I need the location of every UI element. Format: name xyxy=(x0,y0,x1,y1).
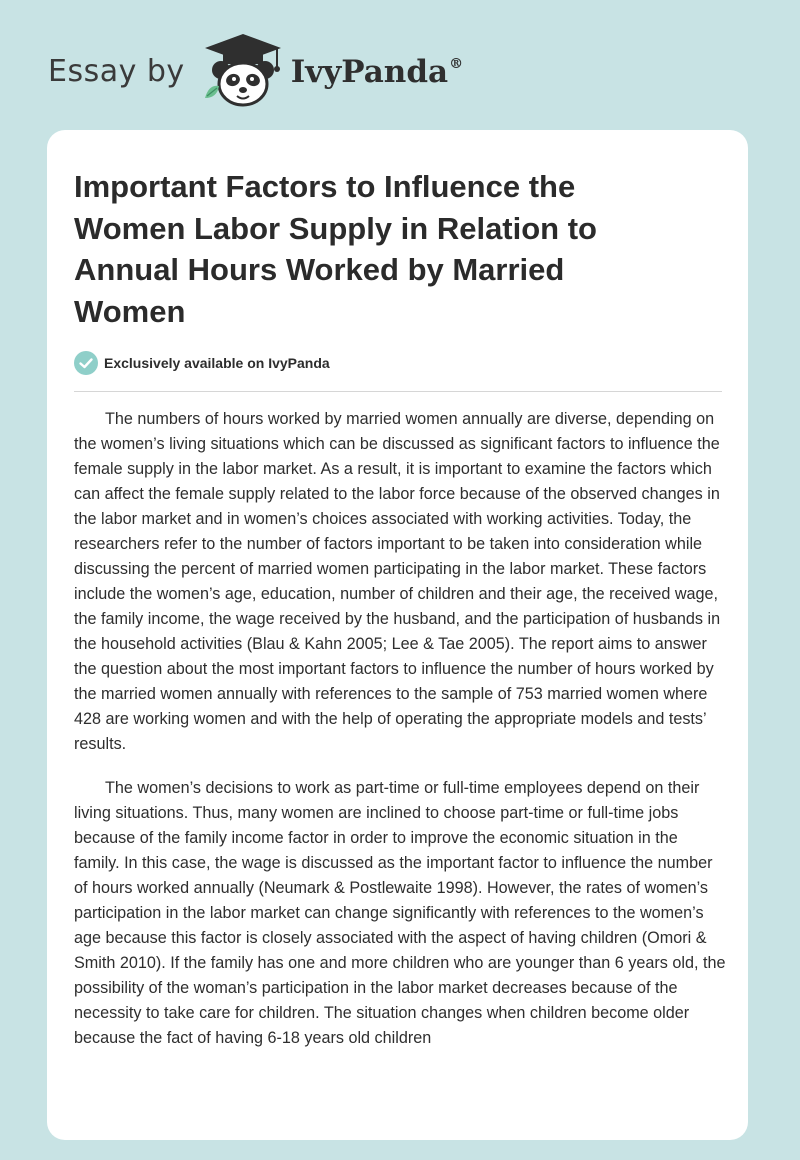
essay-paragraph: The numbers of hours worked by married women annually are diverse, depending on the women’s living situations which can be discussed as significant factors to influence the female supply in the labor market. As a result, it is important to examine the factors which can affect the female supply related to the labor force because of the observed changes in the labor market and in women’s choices associated with working activities. Today, the researchers refer to the number of factors important to be taken into consideration while discussing the percent of married women participating in the labor market. These factors include the women’s age, education, number of children and their age, the received wage, the family income, the wage received by the husband, and the participation of husbands in the household activities (Blau & Kahn 2005; Lee & Tae 2005). The report aims to answer the question about the most important factors to influence the number of hours worked by the married women annually with references to the sample of 753 married women where 428 are working women and with the help of operating the appropriate models and tests’ results. xyxy=(74,410,721,753)
site-header xyxy=(48,28,463,108)
registered-mark: ® xyxy=(449,56,464,72)
exclusive-badge xyxy=(74,350,722,376)
brand-name[interactable] xyxy=(291,54,463,90)
essay-body xyxy=(74,407,726,1051)
exclusive-badge-label: Exclusively available on IvyPanda xyxy=(104,355,330,371)
check-circle-icon xyxy=(74,351,98,375)
brand-name-text: IvyPanda xyxy=(290,54,449,90)
essay-card xyxy=(47,130,748,1140)
essay-paragraph: The women’s decisions to work as part-time or full-time employees depend on their living situations. Thus, many women are inclined to choose part-time or full-time jobs because of the family income factor in order to improve the economic situation in the family. In this case, the wage is discussed as the important factor to influence the number of hours worked annually (Neumark & Postlewaite 1998). However, the rates of women’s participation in the labor market can change significantly with references to the women’s age because this factor is closely associated with the aspect of having children (Omori & Smith 2010). If the family has one and more children who are younger than 6 years old, the possibility of the woman’s participation in the labor market decreases because of the necessity to take care for children. The situation changes when children become older because the fact of having 6-18 years old children xyxy=(74,779,726,1047)
panda-logo-icon[interactable] xyxy=(199,28,287,108)
essay-by-label: Essay by xyxy=(48,53,185,89)
essay-title: Important Factors to Influence the Women Labor Supply in Relation to Annual Hours Worked by Married Women xyxy=(74,169,597,329)
title-divider xyxy=(74,391,722,392)
